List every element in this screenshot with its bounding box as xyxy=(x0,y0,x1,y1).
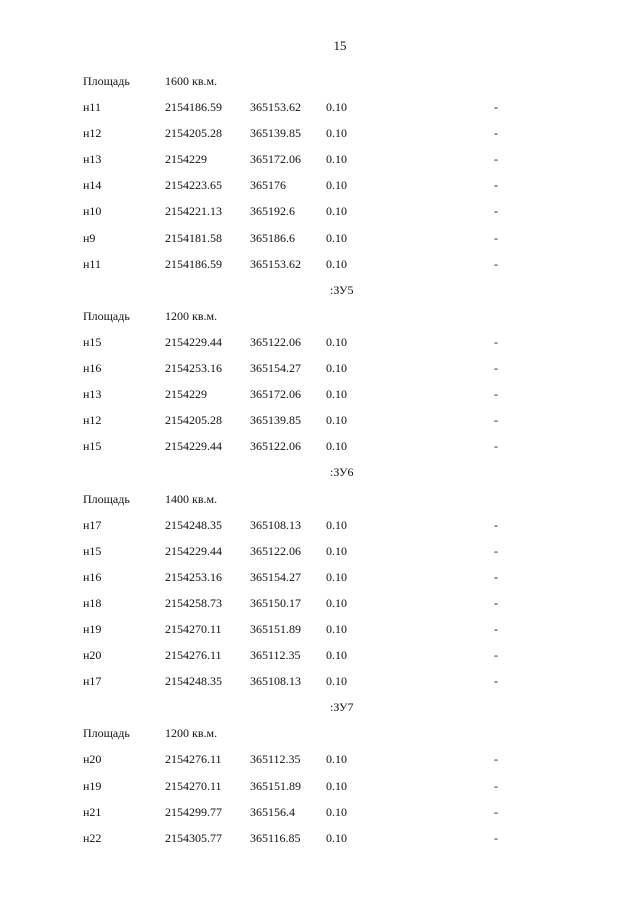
dash-mark: - xyxy=(494,387,498,402)
coordinate-y: 365139.85 xyxy=(250,413,301,428)
accuracy-value: 0.10 xyxy=(326,256,347,271)
dash-mark: - xyxy=(494,100,498,115)
point-name: н13 xyxy=(83,387,102,402)
coordinate-x: 2154229 xyxy=(165,152,207,167)
point-row xyxy=(0,407,640,433)
coordinate-x: 2154229 xyxy=(165,387,207,402)
accuracy-value: 0.10 xyxy=(326,778,347,793)
point-name: н9 xyxy=(83,230,96,245)
section-heading: :ЗУ7 xyxy=(330,700,354,715)
dash-mark: - xyxy=(494,178,498,193)
point-name: н14 xyxy=(83,178,102,193)
dash-mark: - xyxy=(494,413,498,428)
point-row xyxy=(0,773,640,799)
dash-mark: - xyxy=(494,543,498,558)
coordinate-x: 2154221.13 xyxy=(165,204,222,219)
point-name: н21 xyxy=(83,804,102,819)
dash-mark: - xyxy=(494,778,498,793)
point-row xyxy=(0,329,640,355)
accuracy-value: 0.10 xyxy=(326,413,347,428)
point-row xyxy=(0,616,640,642)
dash-mark: - xyxy=(494,361,498,376)
coordinate-x: 2154205.28 xyxy=(165,413,222,428)
coordinate-y: 365139.85 xyxy=(250,126,301,141)
point-name: н19 xyxy=(83,778,102,793)
accuracy-value: 0.10 xyxy=(326,439,347,454)
dash-mark: - xyxy=(494,256,498,271)
accuracy-value: 0.10 xyxy=(326,334,347,349)
point-row xyxy=(0,746,640,772)
coordinate-y: 365122.06 xyxy=(250,543,301,558)
point-row xyxy=(0,433,640,459)
coordinate-x: 2154229.44 xyxy=(165,334,222,349)
point-row xyxy=(0,642,640,668)
accuracy-value: 0.10 xyxy=(326,100,347,115)
dash-mark: - xyxy=(494,648,498,663)
point-row xyxy=(0,538,640,564)
point-name: н19 xyxy=(83,621,102,636)
coordinate-y: 365108.13 xyxy=(250,674,301,689)
accuracy-value: 0.10 xyxy=(326,830,347,845)
point-name: н17 xyxy=(83,674,102,689)
area-row xyxy=(0,720,640,746)
accuracy-value: 0.10 xyxy=(326,595,347,610)
coordinate-y: 365116.85 xyxy=(250,830,301,845)
coordinate-x: 2154248.35 xyxy=(165,517,222,532)
dash-mark: - xyxy=(494,595,498,610)
accuracy-value: 0.10 xyxy=(326,752,347,767)
coordinate-x: 2154229.44 xyxy=(165,439,222,454)
point-row xyxy=(0,590,640,616)
dash-mark: - xyxy=(494,334,498,349)
point-name: н20 xyxy=(83,648,102,663)
coordinate-y: 365153.62 xyxy=(250,100,301,115)
point-name: н10 xyxy=(83,204,102,219)
accuracy-value: 0.10 xyxy=(326,230,347,245)
dash-mark: - xyxy=(494,152,498,167)
accuracy-value: 0.10 xyxy=(326,648,347,663)
dash-mark: - xyxy=(494,621,498,636)
coordinate-y: 365176 xyxy=(250,178,286,193)
area-label: Площадь xyxy=(83,308,130,323)
coordinate-x: 2154305.77 xyxy=(165,830,222,845)
accuracy-value: 0.10 xyxy=(326,569,347,584)
coordinate-x: 2154181.58 xyxy=(165,230,222,245)
area-value: 1200 кв.м. xyxy=(165,308,218,323)
point-name: н15 xyxy=(83,334,102,349)
dash-mark: - xyxy=(494,517,498,532)
accuracy-value: 0.10 xyxy=(326,674,347,689)
dash-mark: - xyxy=(494,674,498,689)
coordinates-listing xyxy=(0,68,640,851)
coordinate-x: 2154299.77 xyxy=(165,804,222,819)
coordinate-y: 365108.13 xyxy=(250,517,301,532)
point-row xyxy=(0,799,640,825)
dash-mark: - xyxy=(494,204,498,219)
coordinate-x: 2154276.11 xyxy=(165,752,222,767)
point-name: н16 xyxy=(83,361,102,376)
area-row xyxy=(0,303,640,329)
dash-mark: - xyxy=(494,569,498,584)
page-number: 15 xyxy=(333,38,347,53)
coordinate-y: 365172.06 xyxy=(250,387,301,402)
coordinate-x: 2154253.16 xyxy=(165,361,222,376)
point-name: н22 xyxy=(83,830,102,845)
point-row xyxy=(0,355,640,381)
coordinate-x: 2154270.11 xyxy=(165,778,222,793)
area-value: 1200 кв.м. xyxy=(165,726,218,741)
coordinate-y: 365112.35 xyxy=(250,752,301,767)
coordinate-y: 365150.17 xyxy=(250,595,301,610)
coordinate-x: 2154186.59 xyxy=(165,100,222,115)
point-row xyxy=(0,198,640,224)
dash-mark: - xyxy=(494,804,498,819)
coordinate-y: 365192.6 xyxy=(250,204,295,219)
area-label: Площадь xyxy=(83,74,130,88)
coordinate-y: 365151.89 xyxy=(250,778,301,793)
accuracy-value: 0.10 xyxy=(326,204,347,219)
section-heading-row xyxy=(0,694,640,720)
accuracy-value: 0.10 xyxy=(326,152,347,167)
point-name: н13 xyxy=(83,152,102,167)
area-label: Площадь xyxy=(83,491,130,506)
point-name: н12 xyxy=(83,126,102,141)
point-row xyxy=(0,512,640,538)
point-name: н18 xyxy=(83,595,102,610)
section-heading-row xyxy=(0,459,640,485)
area-label: Площадь xyxy=(83,726,130,741)
point-name: н20 xyxy=(83,752,102,767)
dash-mark: - xyxy=(494,830,498,845)
accuracy-value: 0.10 xyxy=(326,361,347,376)
point-row xyxy=(0,172,640,198)
point-row xyxy=(0,120,640,146)
dash-mark: - xyxy=(494,126,498,141)
point-row xyxy=(0,564,640,590)
section-heading-row xyxy=(0,277,640,303)
accuracy-value: 0.10 xyxy=(326,387,347,402)
accuracy-value: 0.10 xyxy=(326,804,347,819)
point-row xyxy=(0,225,640,251)
area-row xyxy=(0,68,640,94)
point-row xyxy=(0,94,640,120)
point-row xyxy=(0,381,640,407)
point-name: н11 xyxy=(83,100,101,115)
point-row xyxy=(0,825,640,851)
point-name: н17 xyxy=(83,517,102,532)
point-row xyxy=(0,668,640,694)
coordinate-x: 2154276.11 xyxy=(165,648,222,663)
coordinate-y: 365154.27 xyxy=(250,361,301,376)
coordinate-x: 2154205.28 xyxy=(165,126,222,141)
accuracy-value: 0.10 xyxy=(326,621,347,636)
dash-mark: - xyxy=(494,439,498,454)
accuracy-value: 0.10 xyxy=(326,543,347,558)
accuracy-value: 0.10 xyxy=(326,126,347,141)
coordinate-y: 365151.89 xyxy=(250,621,301,636)
coordinate-x: 2154223.65 xyxy=(165,178,222,193)
point-name: н16 xyxy=(83,569,102,584)
coordinate-y: 365122.06 xyxy=(250,439,301,454)
area-value: 1400 кв.м. xyxy=(165,491,218,506)
point-name: н15 xyxy=(83,439,102,454)
coordinate-x: 2154186.59 xyxy=(165,256,222,271)
accuracy-value: 0.10 xyxy=(326,178,347,193)
coordinate-y: 365122.06 xyxy=(250,334,301,349)
point-row xyxy=(0,146,640,172)
coordinate-y: 365156.4 xyxy=(250,804,295,819)
point-name: н12 xyxy=(83,413,102,428)
area-row xyxy=(0,486,640,512)
coordinate-y: 365153.62 xyxy=(250,256,301,271)
coordinate-y: 365112.35 xyxy=(250,648,301,663)
area-value: 1600 кв.м. xyxy=(165,74,218,88)
coordinate-x: 2154270.11 xyxy=(165,621,222,636)
coordinate-x: 2154248.35 xyxy=(165,674,222,689)
point-row xyxy=(0,251,640,277)
coordinate-y: 365154.27 xyxy=(250,569,301,584)
dash-mark: - xyxy=(494,230,498,245)
coordinate-x: 2154229.44 xyxy=(165,543,222,558)
coordinate-x: 2154253.16 xyxy=(165,569,222,584)
section-heading: :ЗУ5 xyxy=(330,282,354,297)
point-name: н11 xyxy=(83,256,101,271)
dash-mark: - xyxy=(494,752,498,767)
coordinate-y: 365172.06 xyxy=(250,152,301,167)
accuracy-value: 0.10 xyxy=(326,517,347,532)
coordinate-x: 2154258.73 xyxy=(165,595,222,610)
point-name: н15 xyxy=(83,543,102,558)
coordinate-y: 365186.6 xyxy=(250,230,295,245)
section-heading: :ЗУ6 xyxy=(330,465,354,480)
